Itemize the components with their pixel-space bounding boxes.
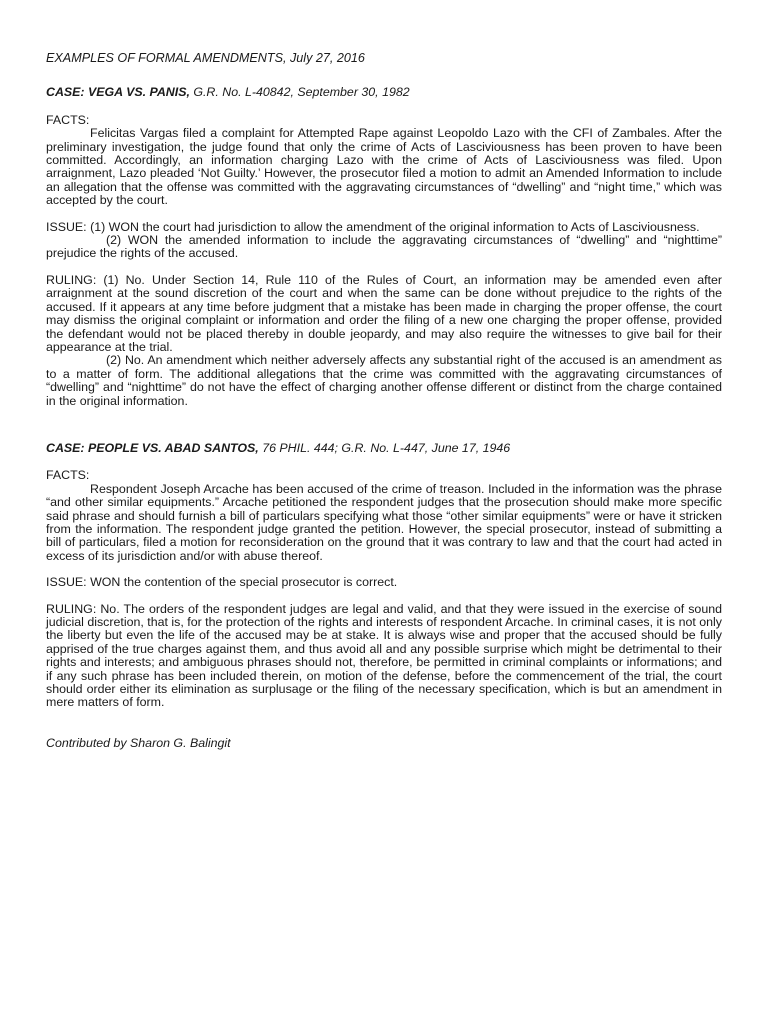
issue-paragraph-2: (2) WON the amended information to include the aggravating circumstances of “dwelling” and “nighttime” prejudice the rights of the accused.	[46, 233, 722, 261]
facts-paragraph: Respondent Joseph Arcache has been accused of the crime of treason. Included in the information was the phrase “and other similar equipments.” Arcache petitioned the respondent judges that the prosecution should make more specific said phrase and should furnish a bill of particulars specifying what those “other similar equipments” were or have it stricken from the information. The respondent judge granted the petition. However, the special prosecutor, instead of submitting a bill of particulars, filed a motion for reconsideration on the ground that it was contrary to law and that the court had acted in excess of its jurisdiction and/or with abuse thereof.	[46, 481, 722, 563]
case-name: CASE: PEOPLE VS. ABAD SANTOS,	[46, 440, 259, 455]
case-citation: 76 PHIL. 444; G.R. No. L-447, June 17, 1946	[258, 440, 511, 455]
case-name: CASE: VEGA VS. PANIS,	[46, 85, 190, 100]
contributor-credit: Contributed by Sharon G. Balingit	[46, 735, 231, 750]
facts-label: FACTS:	[46, 112, 90, 127]
case-heading	[46, 86, 722, 99]
case-citation: G.R. No. L-40842, September 30, 1982	[189, 85, 410, 100]
issue-paragraph-1: ISSUE: (1) WON the court had jurisdiction to allow the amendment of the original information to Acts of Lasciviousness.	[46, 219, 700, 234]
ruling-paragraph-1: RULING: (1) No. Under Section 14, Rule 110 of the Rules of Court, an information may be amended even after arraignment at the sound discretion of the court and when the same can be done without prejudice to the rights of the accused. If it appears at any time before judgment that a mistake has been made in charging the proper offense, the court may dismiss the original complaint or information and order the filing of a new one charging the proper offense, provided the defendant would not be placed thereby in double jeopardy, and may also require the witnesses to give bail for their appearance at the trial.	[46, 272, 722, 354]
case-people-vs-abad-santos	[46, 442, 722, 710]
facts-paragraph: Felicitas Vargas filed a complaint for Attempted Rape against Leopoldo Lazo with the CFI of Zambales. After the preliminary investigation, the judge found that only the crime of Acts of Lasciviousness has been proven to have been committed. Accordingly, an information charging Lazo with the crime of Acts of Lasciviousness was filed. Upon arraignment, Lazo pleaded ‘Not Guilty.’ However, the prosecutor filed a motion to admit an Amended Information to include an allegation that the offense was committed with the aggravating circumstances of “dwelling” and “night time,” which was accepted by the court.	[46, 126, 722, 208]
facts-label: FACTS:	[46, 468, 90, 483]
document-title: EXAMPLES OF FORMAL AMENDMENTS, July 27, 2016	[46, 51, 365, 65]
ruling-paragraph-2: (2) No. An amendment which neither adversely affects any substantial right of the accused is an amendment as to a matter of form. The additional allegations that the crime was committed with the aggravating circumstances of “dwelling” and “nighttime” do not have the effect of charging another offense different or distinct from the charge contained in the original information.	[46, 353, 722, 408]
issue-paragraph: ISSUE: WON the contention of the special prosecutor is correct.	[46, 575, 398, 590]
ruling-paragraph: RULING: No. The orders of the respondent judges are legal and valid, and that they were issued in the exercise of sound judicial discretion, that is, for the protection of the rights and interests of respondent Arcache. In criminal cases, it is not only the liberty but even the life of the accused may be at stake. It is always wise and proper that the accused should be fully apprised of the true charges against them, and thus avoid all and any possible surprise which might be detrimental to their rights and interests; and ambiguous phrases should not, therefore, be permitted in criminal complaints or informations; and if any such phrase has been included therein, on motion of the defense, before the commencement of the trial, the court should order either its elimination as surplusage or the filing of the necessary specification, which is but an amendment in mere matters of form.	[46, 601, 722, 710]
case-heading	[46, 442, 722, 455]
case-vega-vs-panis	[46, 86, 722, 408]
